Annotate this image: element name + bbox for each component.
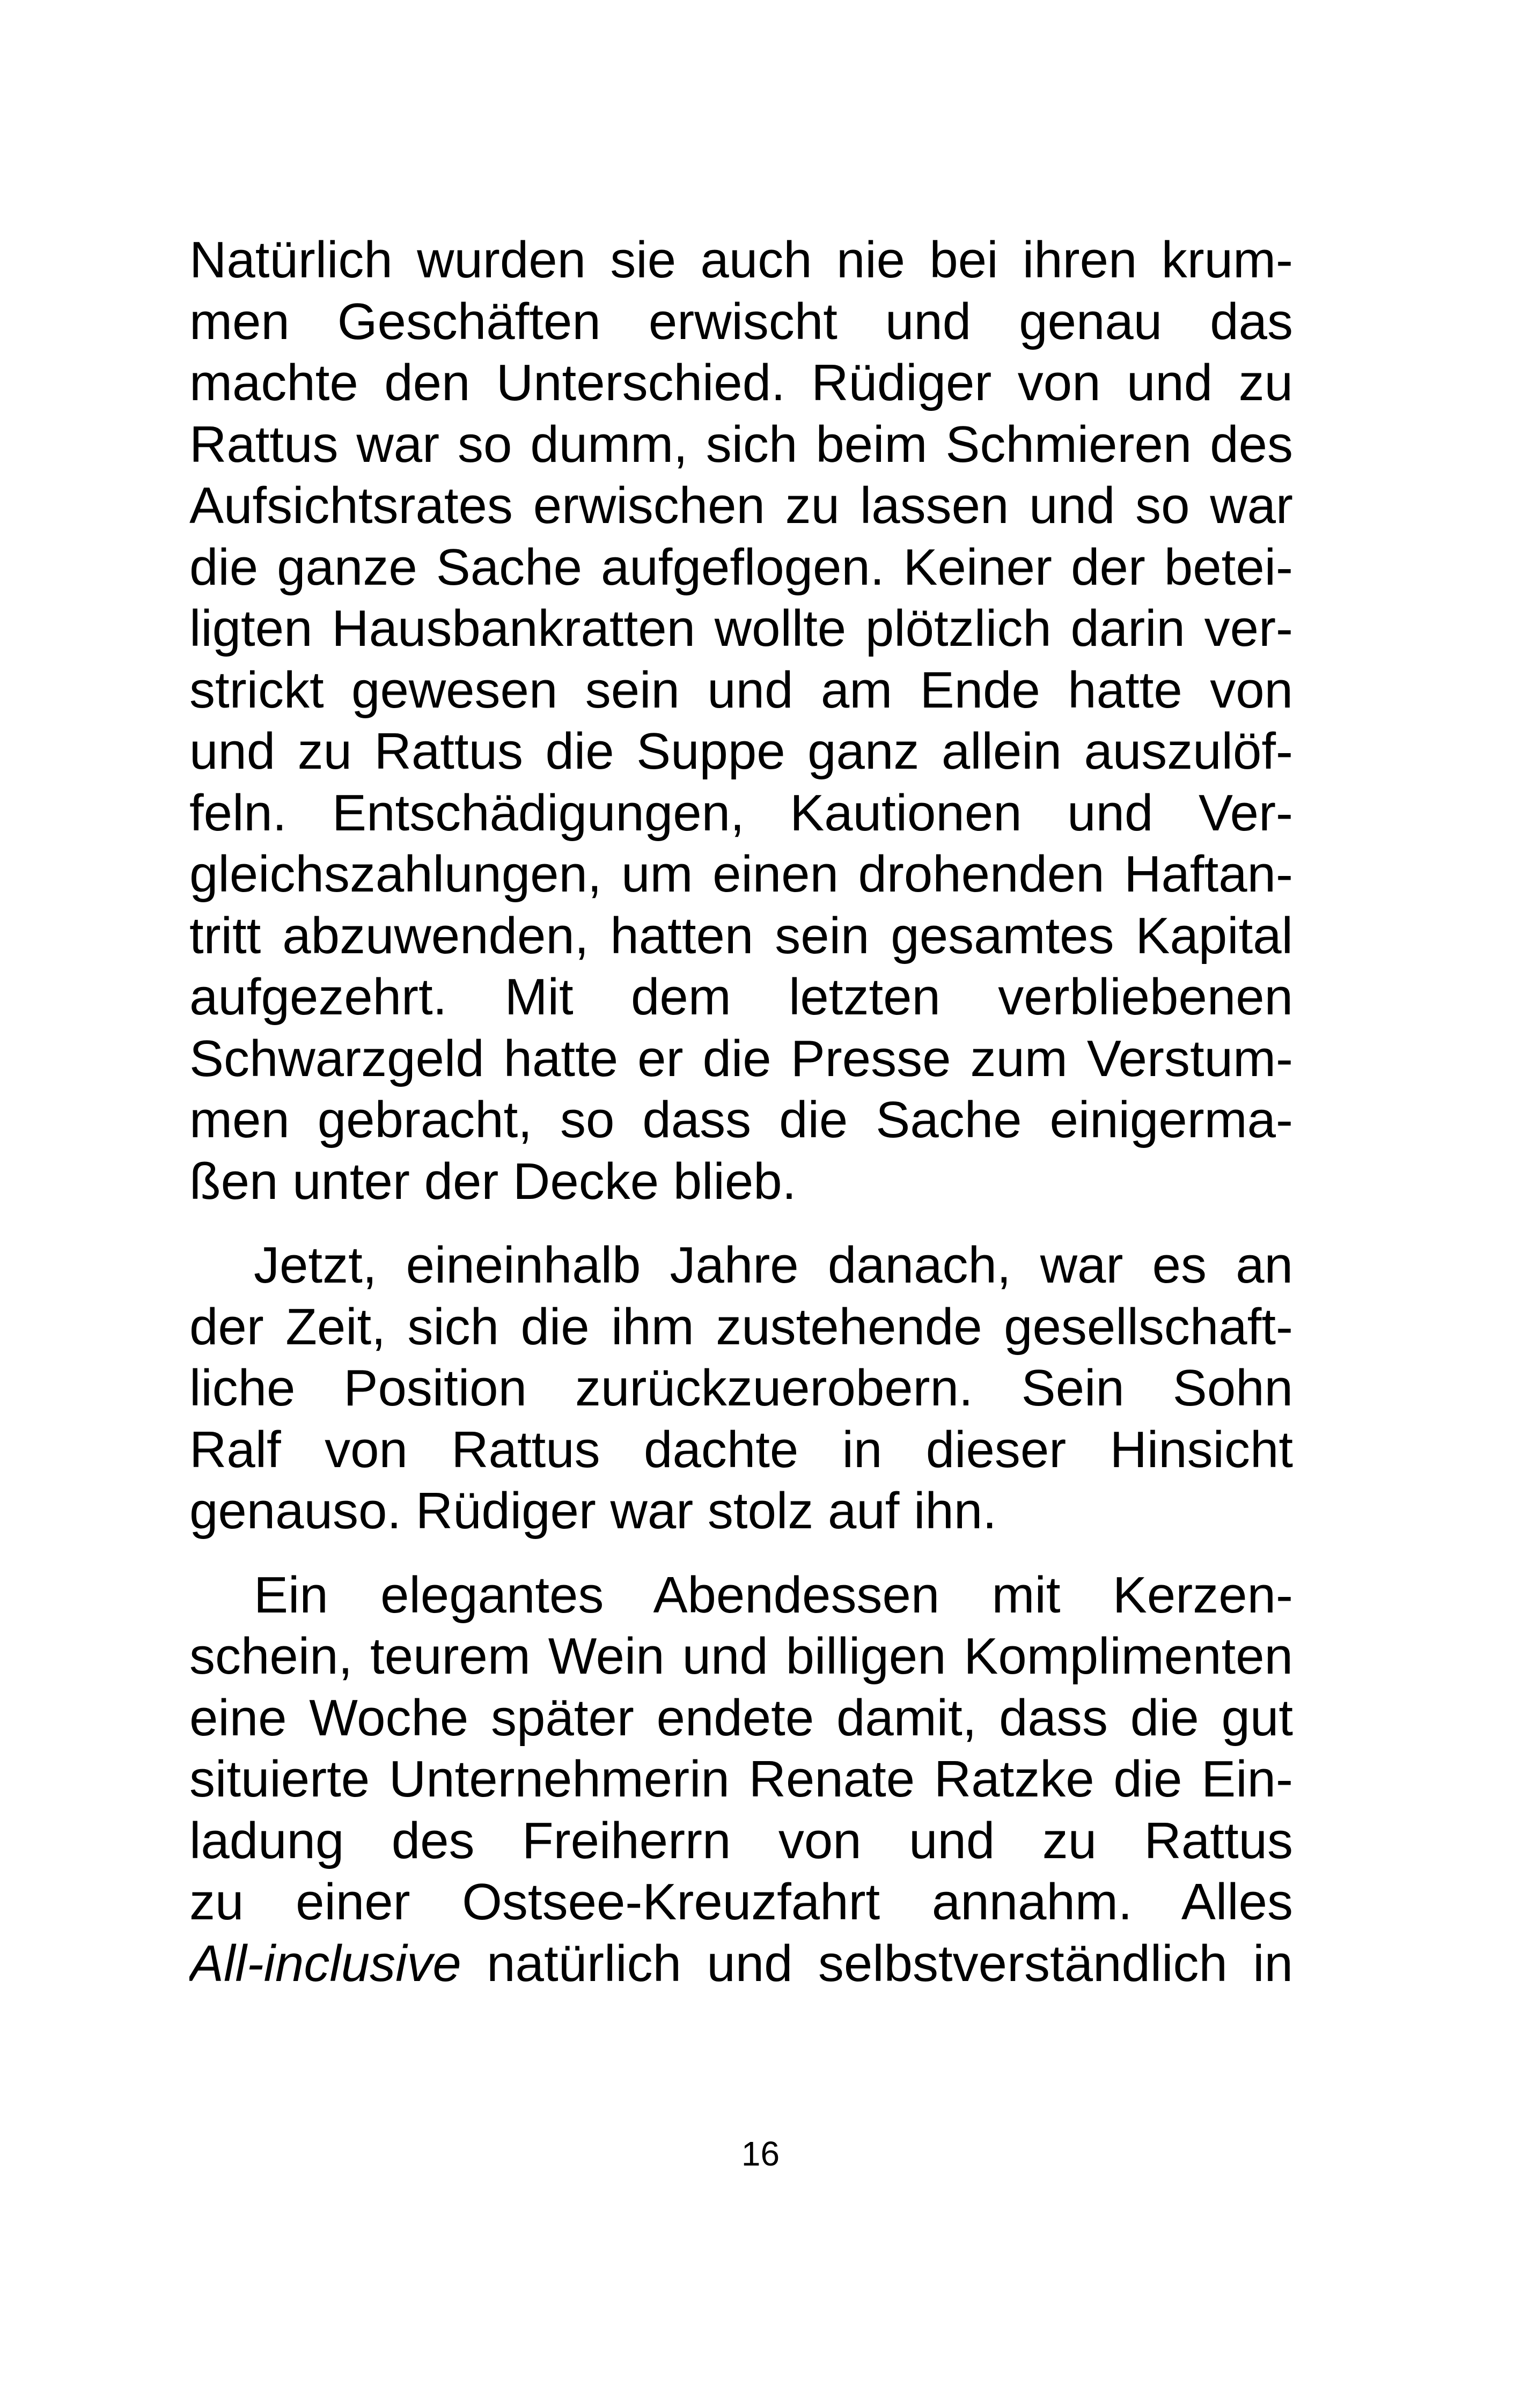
text-line: Aufsichtsrates erwischen zu lassen und so war [189, 477, 1293, 534]
paragraph-spacer [189, 1212, 1293, 1235]
text-line: Jetzt, eineinhalb Jahre danach, war es an [254, 1236, 1293, 1294]
text-line-rest: natürlich und selbstverständlich in [461, 1934, 1293, 1992]
text-line: Rattus war so dumm, sich beim Schmieren des [189, 415, 1293, 473]
italic-term: All-inclusive [189, 1934, 461, 1992]
text-line: eine Woche später endete damit, dass die gut [189, 1689, 1293, 1747]
text-line: strickt gewesen sein und am Ende hatte von [189, 661, 1293, 719]
text-line [189, 1933, 1293, 1995]
text-line: gleichszahlungen, um einen drohenden Haftan- [189, 845, 1293, 903]
text-line: schein, teurem Wein und billigen Komplimenten [189, 1628, 1293, 1685]
text-line: situierte Unternehmerin Renate Ratzke die Ein- [189, 1750, 1293, 1808]
text-line: men Geschäften erwischt und genau das [189, 292, 1293, 350]
text-line: ladung des Freiherrn von und zu Rattus [189, 1811, 1293, 1869]
text-line: genauso. Rüdiger war stolz auf ihn. [189, 1482, 997, 1540]
text-line: feln. Entschädigungen, Kautionen und Ver- [189, 784, 1293, 842]
text-line: die ganze Sache aufgeflogen. Keiner der betei- [189, 538, 1293, 596]
text-line: tritt abzuwenden, hatten sein gesamtes Kapital [189, 907, 1293, 964]
text-line: liche Position zurückzuerobern. Sein Sohn [189, 1359, 1293, 1417]
body-text [189, 230, 1293, 1994]
paragraph-spacer [189, 1542, 1293, 1565]
text-line: zu einer Ostsee-Kreuzfahrt annahm. Alles [189, 1873, 1293, 1931]
text-line: der Zeit, sich die ihm zustehende gesellschaft- [189, 1298, 1293, 1356]
paragraph-1 [189, 230, 1293, 1212]
text-line: ßen unter der Decke blieb. [189, 1152, 797, 1210]
text-line: ligten Hausbankratten wollte plötzlich darin ver- [189, 600, 1293, 657]
text-line: Natürlich wurden sie auch nie bei ihren krum- [189, 231, 1293, 289]
text-line: aufgezehrt. Mit dem letzten verbliebenen [189, 968, 1293, 1026]
paragraph-3 [189, 1565, 1293, 1995]
text-line: und zu Rattus die Suppe ganz allein auszulöf- [189, 723, 1293, 780]
page-number: 16 [741, 2134, 780, 2173]
text-line: Schwarzgeld hatte er die Presse zum Verstum- [189, 1029, 1293, 1087]
text-line: men gebracht, so dass die Sache einigerma- [189, 1091, 1293, 1148]
text-line: Ein elegantes Abendessen mit Kerzen- [254, 1566, 1293, 1624]
text-line: machte den Unterschied. Rüdiger von und zu [189, 354, 1293, 411]
text-line: Ralf von Rattus dachte in dieser Hinsicht [189, 1420, 1293, 1478]
paragraph-2 [189, 1235, 1293, 1542]
